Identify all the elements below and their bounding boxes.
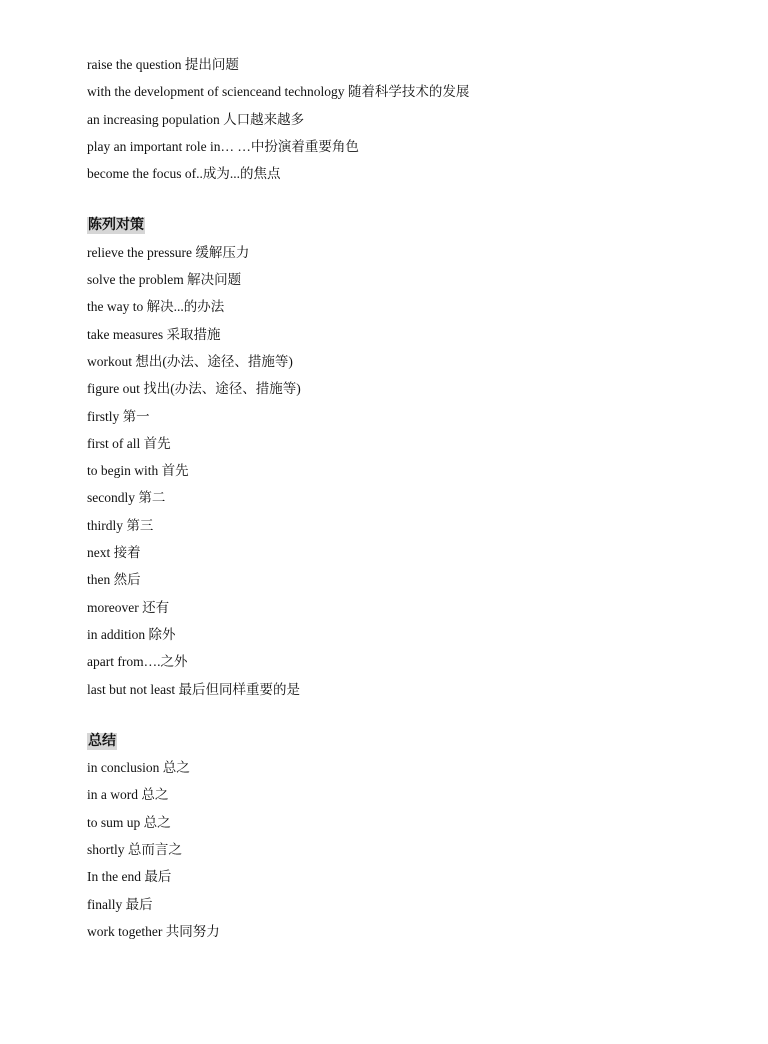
phrase-line: moreover 还有 (87, 599, 170, 615)
section-heading-row (87, 215, 728, 242)
phrase-line: apart from….之外 (87, 654, 188, 670)
phrase-line: raise the question 提出问题 (87, 57, 239, 72)
section-gap (87, 707, 728, 731)
phrase-line: secondly 第二 (87, 490, 166, 506)
phrase-line: firstly 第一 (87, 408, 150, 424)
phrase-line: solve the problem 解决问题 (87, 272, 242, 288)
phrase-line: to begin with 首先 (87, 463, 189, 479)
phrase-line: figure out 找出(办法、途径、措施等) (87, 381, 301, 397)
countermeasures-section (87, 215, 728, 706)
phrase-line: in conclusion 总之 (87, 760, 190, 776)
phrase-line: shortly 总而言之 (87, 842, 182, 858)
phrase-line: work together 共同努力 (87, 923, 220, 939)
phrase-line: become the focus of..成为...的焦点 (87, 166, 281, 182)
phrase-line: in addition 除外 (87, 626, 176, 642)
section-heading: 总结 (88, 733, 116, 749)
phrase-line: an increasing population 人口越来越多 (87, 111, 305, 127)
phrase-line: relieve the pressure 缓解压力 (87, 244, 250, 260)
document-page (87, 55, 728, 949)
phrase-line: next 接着 (87, 545, 141, 561)
section-gap (87, 191, 728, 215)
phrase-line: then 然后 (87, 572, 141, 588)
phrase-line: play an important role in… …中扮演着重要角色 (87, 138, 359, 154)
phrase-line: In the end 最后 (87, 869, 172, 885)
phrase-line: with the development of scienceand technology 随着科学技术的发展 (87, 84, 470, 100)
phrase-line: thirdly 第三 (87, 517, 154, 533)
phrase-line: to sum up 总之 (87, 814, 171, 830)
section-heading: 陈列对策 (88, 218, 144, 234)
phrase-line: last but not least 最后但同样重要的是 (87, 681, 300, 697)
phrase-line: the way to 解决...的办法 (87, 299, 225, 315)
intro-phrase-list (87, 55, 728, 191)
phrase-line: workout 想出(办法、途径、措施等) (87, 353, 293, 369)
phrase-line: first of all 首先 (87, 435, 171, 451)
phrase-line: in a word 总之 (87, 787, 169, 803)
phrase-line: take measures 采取措施 (87, 326, 221, 342)
section-heading-row (87, 731, 728, 758)
phrase-line: finally 最后 (87, 896, 153, 912)
conclusion-section (87, 731, 728, 949)
